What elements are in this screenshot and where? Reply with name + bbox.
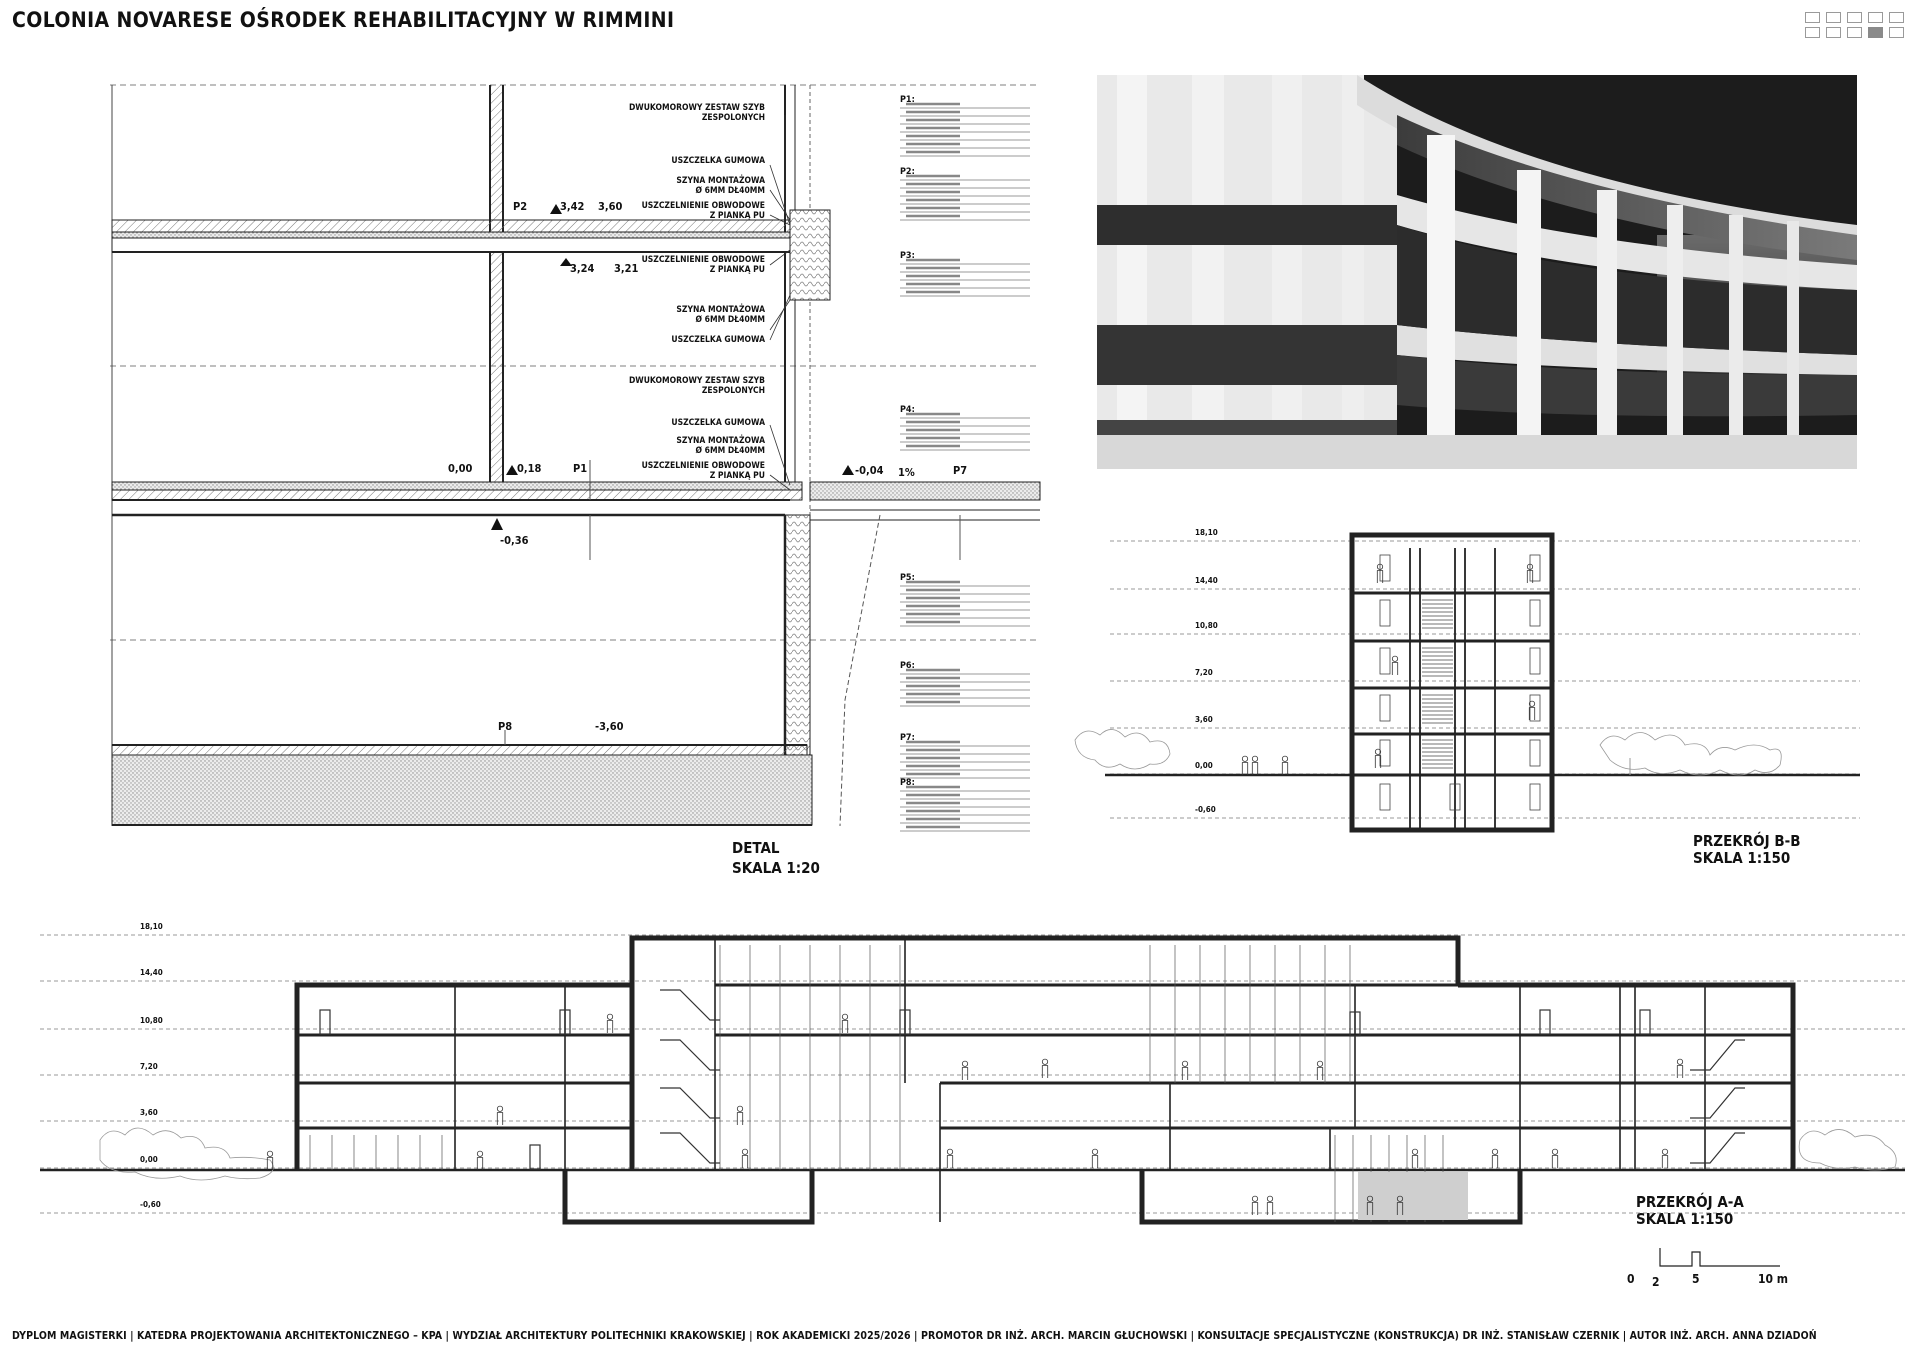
detail-note: Ø 6MM DŁ40MM xyxy=(695,446,765,456)
layer-head: P4: xyxy=(900,405,915,415)
level-p8: P8 xyxy=(498,720,513,733)
detail-note: USZCZELNIENIE OBWODOWE xyxy=(641,255,765,265)
layer-head: P2: xyxy=(900,167,915,177)
section-aa xyxy=(40,935,1905,1222)
aa-level-label: 3,60 xyxy=(140,1108,158,1117)
level-004: -0,04 xyxy=(855,464,884,477)
aa-level-label: 14,40 xyxy=(140,968,163,977)
scalebar-0: 0 xyxy=(1627,1272,1635,1286)
bb-level-label: -0,60 xyxy=(1195,805,1216,814)
level-321: 3,21 xyxy=(614,262,639,275)
level-036: -0,36 xyxy=(500,534,529,547)
scalebar-10m: 10 m xyxy=(1758,1272,1789,1286)
detail-note: SZYNA MONTAŻOWA xyxy=(676,305,765,315)
bb-level-label: 3,60 xyxy=(1195,715,1213,724)
bb-level-label: 14,40 xyxy=(1195,576,1218,585)
level-324: 3,24 xyxy=(570,262,595,275)
detail-drawing xyxy=(110,85,1040,831)
layer-head: P1: xyxy=(900,95,915,105)
footer-credits: DYPLOM MAGISTERKI | KATEDRA PROJEKTOWANIA ARCHITEKTONICZNEGO – KPA | WYDZIAŁ ARCHITEKTURY POLITECHNIKI KRAKOWSKIEJ | ROK AKADEMICKI 2025/2026 | PROMOTOR DR INŻ. ARCH. MARCIN GŁUCHOWSKI | KONSULTACJE SPECJALISTYCZNE (KONSTRUKCJA) DR INŻ. STANISŁAW CZERNIK | AUTOR INŻ. ARCH. ANNA DZIADOŃ xyxy=(12,1330,1817,1342)
layer-head: P8: xyxy=(900,778,915,788)
level-342: 3,42 xyxy=(560,200,585,213)
level-000: 0,00 xyxy=(448,462,473,475)
detail-label: DETAL xyxy=(732,839,780,857)
bb-level-label: 0,00 xyxy=(1195,761,1213,770)
aa-level-label: -0,60 xyxy=(140,1200,161,1209)
scalebar-5: 5 xyxy=(1692,1272,1700,1286)
detail-note: Z PIANKĄ PU xyxy=(709,471,765,481)
level-pct: 1% xyxy=(898,466,915,479)
scale-bar xyxy=(1660,1248,1780,1266)
level-360: 3,60 xyxy=(598,200,623,213)
section-bb-label: PRZEKRÓJ B-B xyxy=(1693,832,1801,850)
detail-note: DWUKOMOROWY ZESTAW SZYB xyxy=(628,376,765,386)
bb-level-label: 10,80 xyxy=(1195,621,1218,630)
section-bb xyxy=(1075,535,1860,830)
detail-note: Z PIANKĄ PU xyxy=(709,211,765,221)
section-bb-scale: SKALA 1:150 xyxy=(1693,849,1791,867)
section-aa-label: PRZEKRÓJ A-A xyxy=(1636,1193,1744,1211)
bb-level-label: 7,20 xyxy=(1195,668,1213,677)
detail-note: USZCZELKA GUMOWA xyxy=(671,418,765,428)
bb-level-label: 18,10 xyxy=(1195,528,1218,537)
level-p2: P2 xyxy=(513,200,528,213)
aa-level-label: 10,80 xyxy=(140,1016,163,1025)
level-p7: P7 xyxy=(953,464,968,477)
detail-note: ZESPOLONYCH xyxy=(701,386,765,396)
detail-note: SZYNA MONTAŻOWA xyxy=(676,436,765,446)
level-360b: -3,60 xyxy=(595,720,624,733)
layer-head: P3: xyxy=(900,251,915,261)
detail-note: Ø 6MM DŁ40MM xyxy=(695,186,765,196)
detail-note: ZESPOLONYCH xyxy=(701,113,765,123)
layer-head: P6: xyxy=(900,661,915,671)
scalebar-2: 2 xyxy=(1652,1275,1660,1289)
layer-head: P5: xyxy=(900,573,915,583)
detail-note: USZCZELKA GUMOWA xyxy=(671,335,765,345)
aa-level-label: 7,20 xyxy=(140,1062,158,1071)
layer-head: P7: xyxy=(900,733,915,743)
detail-note: USZCZELNIENIE OBWODOWE xyxy=(641,461,765,471)
aa-level-label: 18,10 xyxy=(140,922,163,931)
detail-note: DWUKOMOROWY ZESTAW SZYB xyxy=(628,103,765,113)
level-018: 0,18 xyxy=(517,462,542,475)
aa-level-label: 0,00 xyxy=(140,1155,158,1164)
level-p1: P1 xyxy=(573,462,588,475)
detail-note: USZCZELNIENIE OBWODOWE xyxy=(641,201,765,211)
detail-scale: SKALA 1:20 xyxy=(732,859,820,877)
detail-note: SZYNA MONTAŻOWA xyxy=(676,176,765,186)
detail-note: Ø 6MM DŁ40MM xyxy=(695,315,765,325)
section-aa-scale: SKALA 1:150 xyxy=(1636,1210,1734,1228)
detail-note: Z PIANKĄ PU xyxy=(709,265,765,275)
detail-note: USZCZELKA GUMOWA xyxy=(671,156,765,166)
page-title: COLONIA NOVARESE OŚRODEK REHABILITACYJNY W RIMMINI xyxy=(12,8,675,32)
